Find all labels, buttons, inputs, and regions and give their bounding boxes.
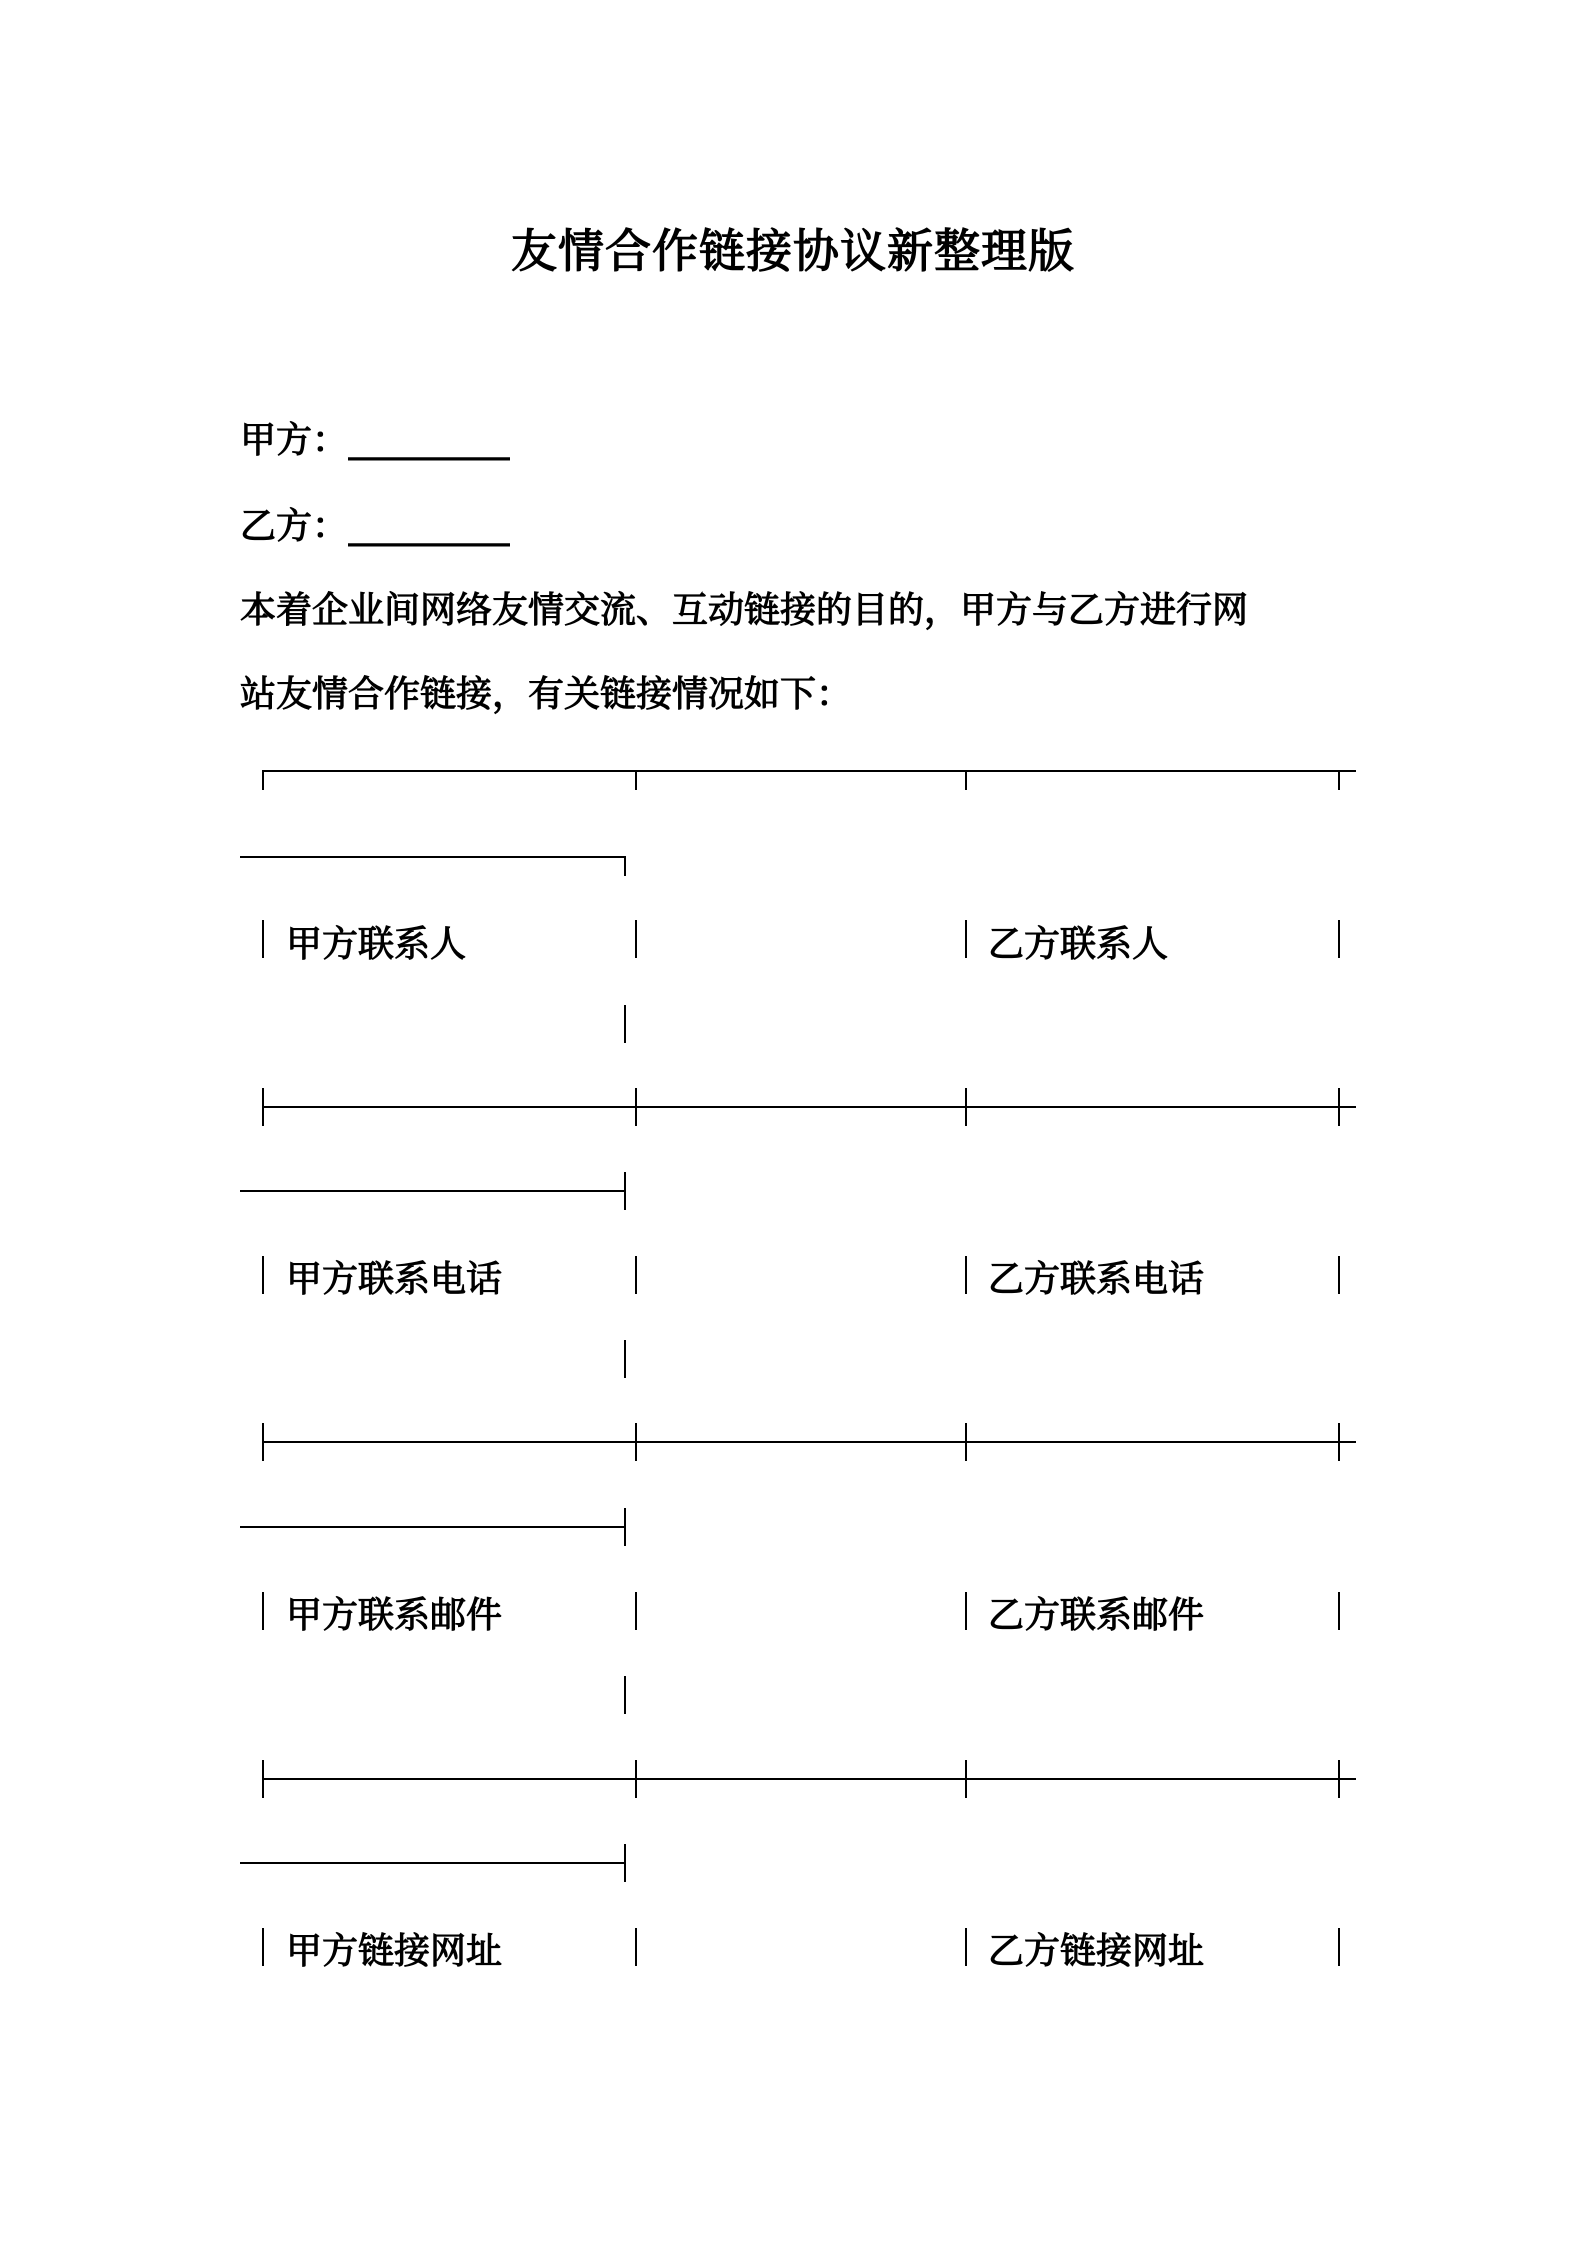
table-cell-divider	[965, 1928, 967, 1966]
table-cell-divider	[635, 1592, 637, 1630]
table-tick	[965, 1088, 967, 1126]
table-wrap-line	[240, 1862, 624, 1864]
intro-line-1: 本着企业间网络友情交流、互动链接的目的，甲方与乙方进行网	[240, 590, 1249, 631]
table-tick	[965, 770, 967, 790]
table-wrap-line	[240, 1190, 624, 1192]
intro-line-2: 站友情合作链接，有关链接情况如下：	[240, 674, 853, 715]
document-title: 友情合作链接协议新整理版	[511, 224, 1075, 278]
table-cell-divider	[635, 1256, 637, 1294]
table-row-2-right-label: 乙方联系电话	[988, 1259, 1205, 1300]
table-wrap-line	[240, 856, 624, 858]
table-tick	[624, 856, 626, 876]
table-row-3-right-label: 乙方联系邮件	[988, 1595, 1205, 1636]
table-tick	[635, 1760, 637, 1798]
party-a-line: 甲方：_________	[240, 420, 511, 461]
table-tick	[262, 1423, 264, 1461]
table-cell-divider	[635, 920, 637, 958]
table-tick	[635, 1423, 637, 1461]
table-tick	[1338, 1760, 1340, 1798]
party-b-line: 乙方：_________	[240, 506, 511, 547]
table-row-1-right-label: 乙方联系人	[988, 924, 1169, 965]
table-tick	[262, 1760, 264, 1798]
table-tick	[262, 770, 264, 790]
table-tick	[1338, 770, 1340, 790]
table-cell-divider	[624, 1340, 626, 1378]
table-tick	[635, 770, 637, 790]
table-cell-divider	[262, 920, 264, 958]
table-cell-divider	[635, 1928, 637, 1966]
table-row-separator	[262, 1106, 1356, 1108]
table-row-2-left-label: 甲方联系电话	[286, 1259, 503, 1300]
table-cell-divider	[624, 1676, 626, 1714]
table-cell-divider	[965, 1256, 967, 1294]
table-cell-divider	[262, 1256, 264, 1294]
table-tick	[624, 1844, 626, 1882]
table-row-separator	[262, 1441, 1356, 1443]
table-tick	[624, 1172, 626, 1210]
table-row-4-right-label: 乙方链接网址	[988, 1931, 1205, 1972]
table-tick	[262, 1088, 264, 1126]
table-row-1-left-label: 甲方联系人	[286, 924, 467, 965]
table-cell-divider	[262, 1928, 264, 1966]
table-tick	[635, 1088, 637, 1126]
table-cell-divider	[965, 920, 967, 958]
table-tick	[965, 1423, 967, 1461]
table-wrap-line	[240, 1526, 624, 1528]
table-cell-divider	[1338, 920, 1340, 958]
table-tick	[624, 1508, 626, 1546]
table-tick	[1338, 1423, 1340, 1461]
table-cell-divider	[965, 1592, 967, 1630]
table-row-separator	[262, 1778, 1356, 1780]
table-row-4-left-label: 甲方链接网址	[286, 1931, 503, 1972]
table-border-top	[262, 770, 1356, 772]
table-tick	[1338, 1088, 1340, 1126]
table-cell-divider	[1338, 1256, 1340, 1294]
table-cell-divider	[1338, 1592, 1340, 1630]
table-cell-divider	[262, 1592, 264, 1630]
table-cell-divider	[624, 1005, 626, 1043]
table-cell-divider	[1338, 1928, 1340, 1966]
table-tick	[965, 1760, 967, 1798]
table-row-3-left-label: 甲方联系邮件	[286, 1595, 503, 1636]
